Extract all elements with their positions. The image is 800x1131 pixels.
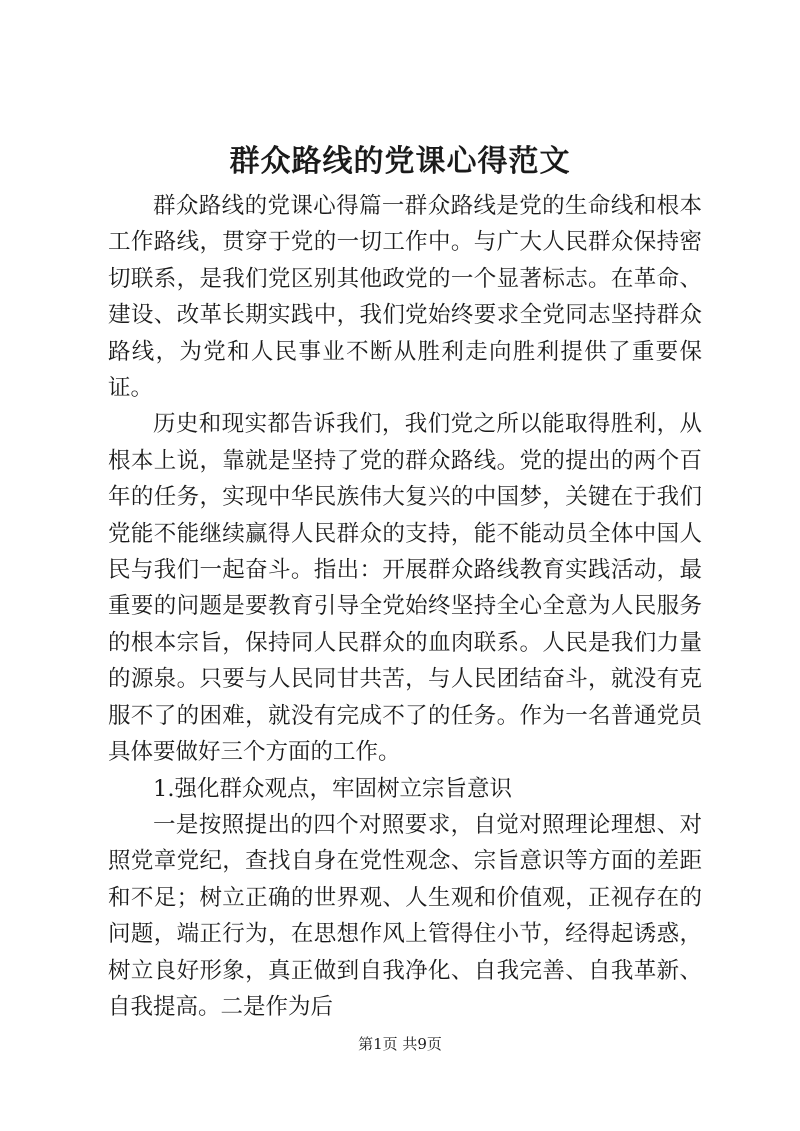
paragraph-history: 历史和现实都告诉我们，我们党之所以能取得胜利，从根本上说，靠就是坚持了党的群众路线。党的提出的两个百年的任务，实现中华民族伟大复兴的中国梦，关键在于我们党能不能继续赢得人民群众的支持，能不能动员全体中国人民与我们一起奋斗。指出：开展群众路线教育实践活动，最重要的问题是要教育引导全党始终坚持全心全意为人民服务的根本宗旨，保持同人民群众的血肉联系。人民是我们力量的源泉。只要与人民同甘共苦，与人民团结奋斗，就没有克服不了的困难，就没有完成不了的任务。作为一名普通党员具体要做好三个方面的工作。 bbox=[108, 411, 702, 766]
document-title: 群众路线的党课心得范文 bbox=[229, 144, 571, 179]
section-heading: 1.强化群众观点，牢固树立宗旨意识 bbox=[153, 775, 512, 802]
paragraph-intro: 群众路线的党课心得篇一群众路线是党的生命线和根本工作路线，贯穿于党的一切工作中。与广大人民群众保持密切联系，是我们党区别其他政党的一个显著标志。在革命、建设、改革长期实践中，我们党始终要求全党同志坚持群众路线，为党和人民事业不断从胜利走向胜利提供了重要保证。 bbox=[108, 193, 702, 402]
paragraph-section-1: 一是按照提出的四个对照要求，自觉对照理论理想、对照党章党纪，查找自身在党性观念、宗旨意识等方面的差距和不足；树立正确的世界观、人生观和价值观，正视存在的问题，端正行为，在思想作风上管得住小节，经得起诱惑，树立良好形象，真正做到自我净化、自我完善、自我革新、自我提高。二是作为后 bbox=[108, 811, 702, 1020]
page-indicator: 第1页 共9页 bbox=[358, 1035, 442, 1053]
document-body bbox=[108, 188, 702, 1025]
